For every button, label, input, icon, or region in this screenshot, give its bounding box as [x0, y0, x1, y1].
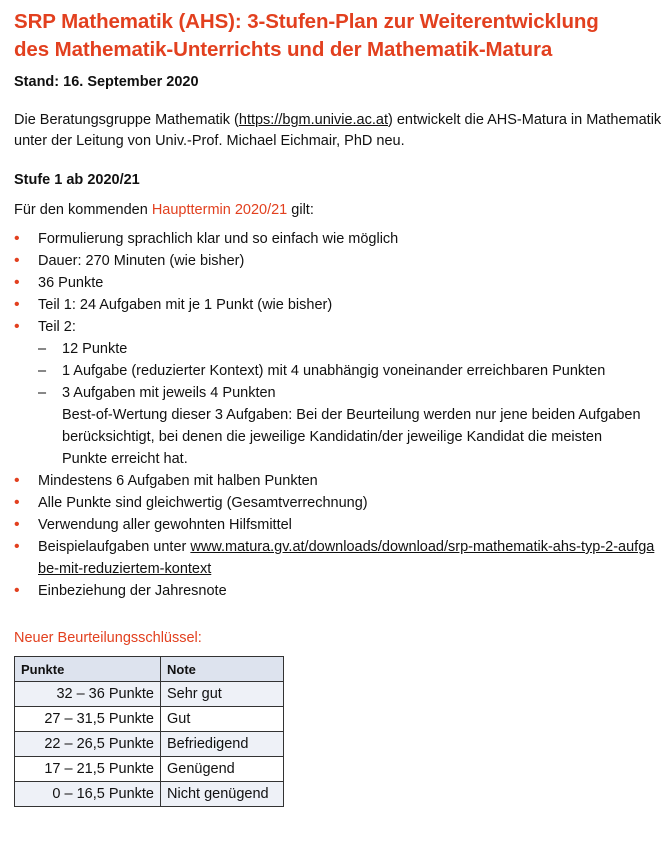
gilt-line — [14, 200, 662, 220]
best-of-explanation: Best-of-Wertung dieser 3 Aufgaben: Bei der Beurteilung werden nur jene beiden Aufgaben berücksichtigt, bei denen die jeweilige Kandidatin/der jeweilige Kandidat die meisten Punkte erreicht hat. — [62, 407, 641, 467]
cell-punkte: 27 – 31,5 Punkte — [15, 707, 161, 732]
cell-punkte: 17 – 21,5 Punkte — [15, 757, 161, 782]
bgm-link[interactable]: https://bgm.univie.ac.at — [238, 112, 388, 128]
list-item — [14, 294, 662, 316]
cell-note: Gut — [161, 707, 284, 732]
haupttermin-highlight: Haupttermin 2020/21 — [151, 202, 288, 218]
gilt-before: Für den kommenden — [14, 202, 152, 218]
sublist-item-text: 12 Punkte — [62, 341, 128, 357]
cell-note: Nicht genügend — [161, 782, 284, 807]
requirements-list — [14, 228, 662, 602]
dash-icon: – — [38, 363, 47, 379]
bullet-icon: • — [14, 538, 20, 555]
bullet-icon: • — [14, 494, 20, 511]
dash-icon: – — [38, 341, 47, 357]
sublist-item-text: 1 Aufgabe (reduzierter Kontext) mit 4 unabhängig voneinander erreichbaren Punkten — [62, 363, 606, 379]
matura-download-link[interactable]: www.matura.gv.at/downloads/download/srp-mathematik-ahs-typ-2-aufgabe-mit-reduziertem-kontext — [38, 539, 655, 577]
stand-date: Stand: 16. September 2020 — [14, 74, 199, 90]
list-item — [14, 492, 662, 514]
list-item-text: Formulierung sprachlich klar und so einfach wie möglich — [38, 231, 399, 247]
cell-punkte: 22 – 26,5 Punkte — [15, 732, 161, 757]
list-item — [14, 250, 662, 272]
cell-note: Befriedigend — [161, 732, 284, 757]
bullet-icon: • — [14, 296, 20, 313]
list-item — [14, 470, 662, 492]
sublist-item — [38, 382, 642, 470]
gilt-after: gilt: — [287, 202, 314, 218]
intro-paragraph — [14, 110, 662, 152]
list-item-text: Alle Punkte sind gleichwertig (Gesamtverrechnung) — [38, 495, 368, 511]
bullet-icon: • — [14, 318, 20, 335]
bullet-icon: • — [14, 274, 20, 291]
list-item-text: Teil 2: — [38, 319, 76, 335]
list-item — [14, 514, 662, 536]
title-line-2: des Mathematik-Unterrichts und der Mathematik-Matura — [14, 38, 553, 61]
beurteilungsschluessel-heading: Neuer Beurteilungsschlüssel: — [14, 630, 202, 646]
bullet-icon: • — [14, 252, 20, 269]
table-row — [15, 682, 284, 707]
table-row — [15, 782, 284, 807]
sublist-item — [38, 360, 642, 382]
list-item-text: Einbeziehung der Jahresnote — [38, 583, 227, 599]
cell-punkte: 0 – 16,5 Punkte — [15, 782, 161, 807]
list-item — [14, 316, 662, 470]
list-item-text: 36 Punkte — [38, 275, 104, 291]
grading-table — [14, 656, 284, 807]
bullet-icon: • — [14, 472, 20, 489]
title-line-1: SRP Mathematik (AHS): 3-Stufen-Plan zur Weiterentwicklung — [14, 10, 599, 33]
sublist-item — [38, 338, 642, 360]
table-row — [15, 707, 284, 732]
intro-text-before: Die Beratungsgruppe Mathematik ( — [14, 112, 239, 128]
bullet-icon: • — [14, 230, 20, 247]
stufe-heading: Stufe 1 ab 2020/21 — [14, 172, 140, 188]
table-row — [15, 732, 284, 757]
cell-punkte: 32 – 36 Punkte — [15, 682, 161, 707]
table-row — [15, 757, 284, 782]
teil2-sublist — [38, 338, 662, 470]
list-item — [14, 228, 662, 250]
list-item — [14, 580, 662, 602]
column-header-note: Note — [161, 657, 284, 682]
list-item-text: Beispielaufgaben unter — [38, 539, 191, 555]
document-page — [14, 8, 662, 807]
bullet-icon: • — [14, 582, 20, 599]
bullet-icon: • — [14, 516, 20, 533]
document-title — [14, 8, 662, 64]
list-item-text: Verwendung aller gewohnten Hilfsmittel — [38, 517, 292, 533]
list-item-text: Teil 1: 24 Aufgaben mit je 1 Punkt (wie bisher) — [38, 297, 333, 313]
list-item-text: Mindestens 6 Aufgaben mit halben Punkten — [38, 473, 318, 489]
list-item — [14, 536, 662, 580]
cell-note: Genügend — [161, 757, 284, 782]
column-header-punkte: Punkte — [15, 657, 161, 682]
list-item — [14, 272, 662, 294]
intro-text-after: ) entwickelt die AHS-Matura in Mathematik unter der Leitung von Univ.-Prof. Michael Eichmair, PhD neu. — [14, 112, 662, 149]
table-header-row — [15, 657, 284, 682]
sublist-item-text: 3 Aufgaben mit jeweils 4 Punkten — [62, 385, 276, 401]
cell-note: Sehr gut — [161, 682, 284, 707]
list-item-text: Dauer: 270 Minuten (wie bisher) — [38, 253, 245, 269]
dash-icon: – — [38, 385, 47, 401]
